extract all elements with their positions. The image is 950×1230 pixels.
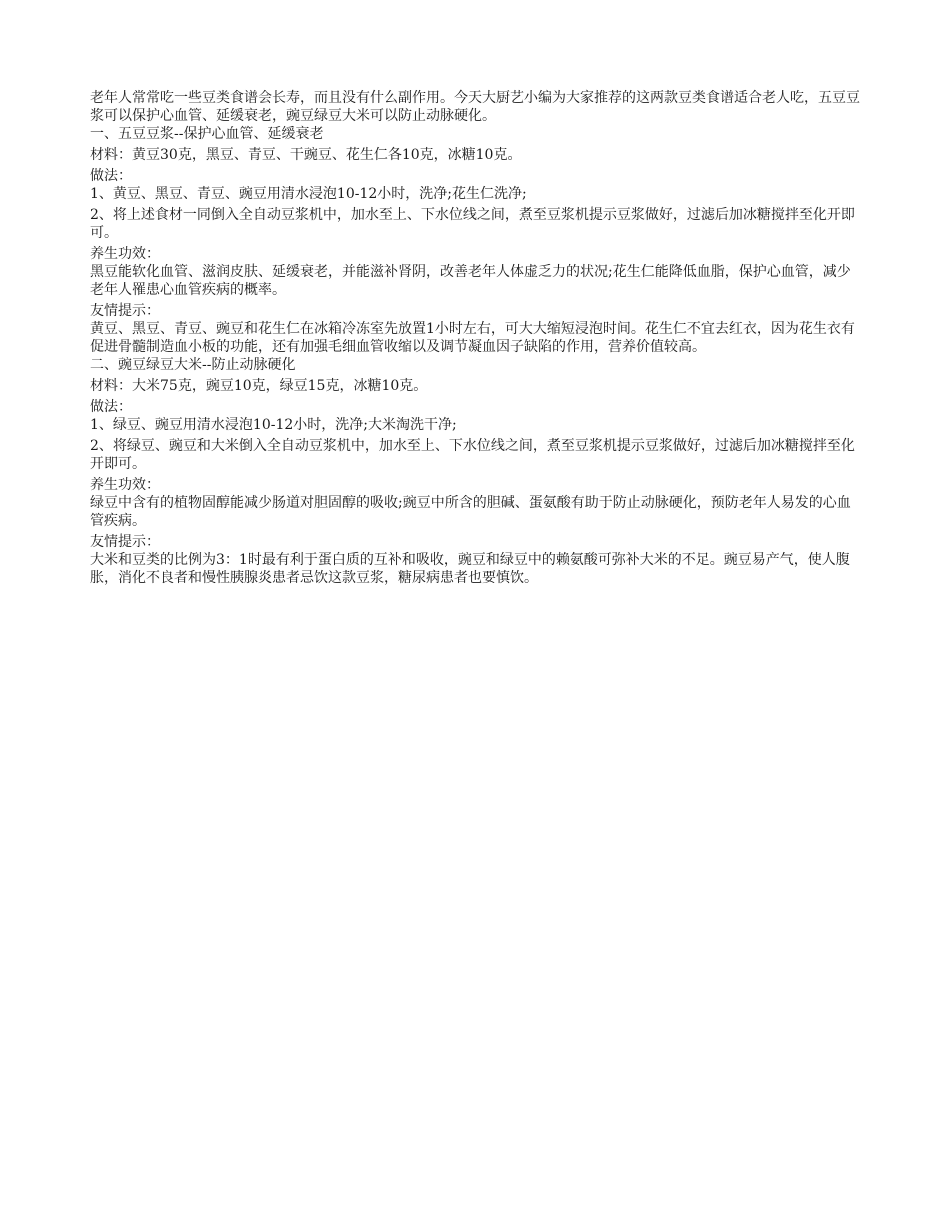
recipe1-step-2: 2、将上述食材一同倒入全自动豆浆机中，加水至上、下水位线之间，煮至豆浆机提示豆浆做好，过滤后加冰糖搅拌至化开即可。	[90, 207, 855, 241]
document-body	[90, 89, 860, 587]
recipe2-method-label: 做法：	[90, 399, 132, 415]
recipe2-title: 二、豌豆绿豆大米--防止动脉硬化	[90, 357, 296, 373]
recipe1-step-1: 1、黄豆、黑豆、青豆、豌豆用清水浸泡10-12小时，洗净;花生仁洗净;	[90, 186, 527, 202]
recipe2-step-2: 2、将绿豆、豌豆和大米倒入全自动豆浆机中，加水至上、下水位线之间，煮至豆浆机提示豆浆做好，过滤后加冰糖搅拌至化开即可。	[90, 438, 855, 472]
recipe1-title: 一、五豆豆浆--保护心血管、延缓衰老	[90, 126, 324, 142]
recipe1-ingredients: 材料：黄豆30克，黑豆、青豆、干豌豆、花生仁各10克，冰糖10克。	[90, 147, 522, 163]
recipe2-tip: 大米和豆类的比例为3：1时最有利于蛋白质的互补和吸收，豌豆和绿豆中的赖氨酸可弥补大米的不足。豌豆易产气，使人腹胀，消化不良者和慢性胰腺炎患者忌饮这款豆浆，糖尿病患者也要慎饮。	[90, 552, 850, 586]
recipe1-benefit: 黑豆能软化血管、滋润皮肤、延缓衰老，并能滋补肾阴，改善老年人体虚乏力的状况;花生仁能降低血脂，保护心血管，减少老年人罹患心血管疾病的概率。	[90, 264, 851, 298]
recipe2-tip-label: 友情提示：	[90, 534, 160, 550]
recipe2-benefit-label: 养生功效：	[90, 477, 160, 493]
recipe1-method-label: 做法：	[90, 168, 132, 184]
recipe2-benefit: 绿豆中含有的植物固醇能减少肠道对胆固醇的吸收;豌豆中所含的胆碱、蛋氨酸有助于防止动脉硬化，预防老年人易发的心血管疾病。	[90, 495, 851, 529]
recipe2-ingredients: 材料：大米75克，豌豆10克，绿豆15克，冰糖10克。	[90, 378, 428, 394]
recipe1-tip-label: 友情提示：	[90, 303, 160, 319]
recipe1-tip: 黄豆、黑豆、青豆、豌豆和花生仁在冰箱冷冻室先放置1小时左右，可大大缩短浸泡时间。花生仁不宜去红衣，因为花生衣有促进骨髓制造血小板的功能，还有加强毛细血管收缩以及调节凝血因子缺陷的作用，营养价值较高。	[90, 321, 855, 355]
intro-paragraph: 老年人常常吃一些豆类食谱会长寿，而且没有什么副作用。今天大厨艺小编为大家推荐的这两款豆类食谱适合老人吃，五豆豆浆可以保护心血管、延缓衰老，豌豆绿豆大米可以防止动脉硬化。	[90, 90, 860, 124]
recipe1-benefit-label: 养生功效：	[90, 246, 160, 262]
recipe2-step-1: 1、绿豆、豌豆用清水浸泡10-12小时，洗净;大米淘洗干净;	[90, 417, 457, 433]
